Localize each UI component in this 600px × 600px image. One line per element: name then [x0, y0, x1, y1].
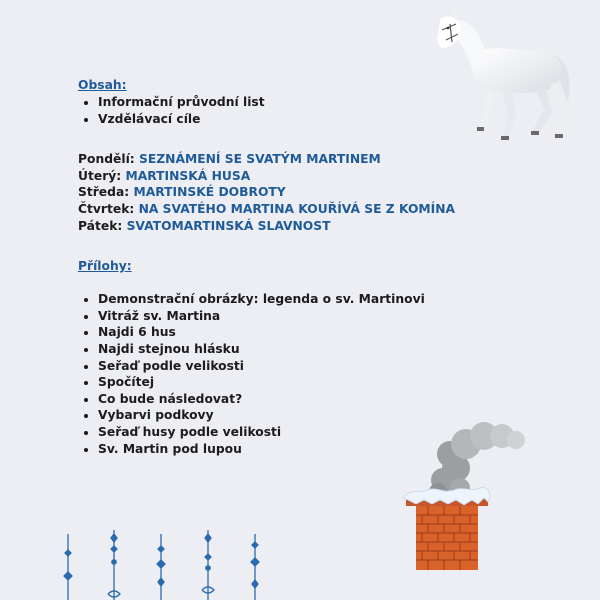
schedule-row-thursday	[78, 201, 458, 218]
attachments-heading: Přílohy:	[78, 259, 132, 274]
white-horse-image	[432, 10, 574, 142]
attachment-item: • Spočítej	[98, 374, 458, 391]
day-label: Čtvrtek:	[78, 201, 139, 216]
attachment-item: • Vybarvi podkovy	[98, 407, 458, 424]
contents-heading: Obsah:	[78, 78, 127, 92]
contents-list	[78, 94, 458, 127]
schedule-row-monday	[78, 151, 458, 168]
day-label: Pondělí:	[78, 152, 139, 167]
day-label: Úterý:	[78, 168, 126, 183]
attachment-item: • Co bude následovat?	[98, 391, 458, 408]
schedule-row-friday	[78, 218, 458, 235]
day-label: Středa:	[78, 185, 134, 200]
attachment-item: • Demonstrační obrázky: legenda o sv. Martinovi	[98, 291, 458, 308]
weekly-schedule	[78, 151, 458, 234]
attachment-item: • Seřaď podle velikosti	[98, 358, 458, 375]
snowflake-garland	[55, 528, 280, 600]
day-label: Pátek:	[78, 218, 127, 233]
day-topic: SVATOMARTINSKÁ SLAVNOST	[126, 218, 331, 233]
document-content	[78, 77, 458, 457]
attachment-item: • Vitráž sv. Martina	[98, 308, 458, 325]
attachment-item: • Seřaď husy podle velikosti	[98, 424, 458, 441]
day-topic: MARTINSKÁ HUSA	[125, 168, 251, 183]
attachment-item: • Najdi stejnou hlásku	[98, 341, 458, 358]
snowy-chimney-smoke-image	[398, 418, 533, 573]
attachment-item: • Sv. Martin pod lupou	[98, 441, 458, 458]
day-topic: SEZNÁMENÍ SE SVATÝM MARTINEM	[139, 152, 381, 167]
schedule-row-tuesday	[78, 168, 458, 185]
attachment-item: • Najdi 6 hus	[98, 324, 458, 341]
day-topic: NA SVATÉHO MARTINA KOUŘÍVÁ SE Z KOMÍNA	[138, 201, 456, 216]
schedule-row-wednesday	[78, 184, 458, 201]
contents-item: • Informační průvodní list	[98, 94, 458, 111]
contents-item: • Vzdělávací cíle	[98, 111, 458, 128]
day-topic: MARTINSKÉ DOBROTY	[133, 185, 286, 200]
